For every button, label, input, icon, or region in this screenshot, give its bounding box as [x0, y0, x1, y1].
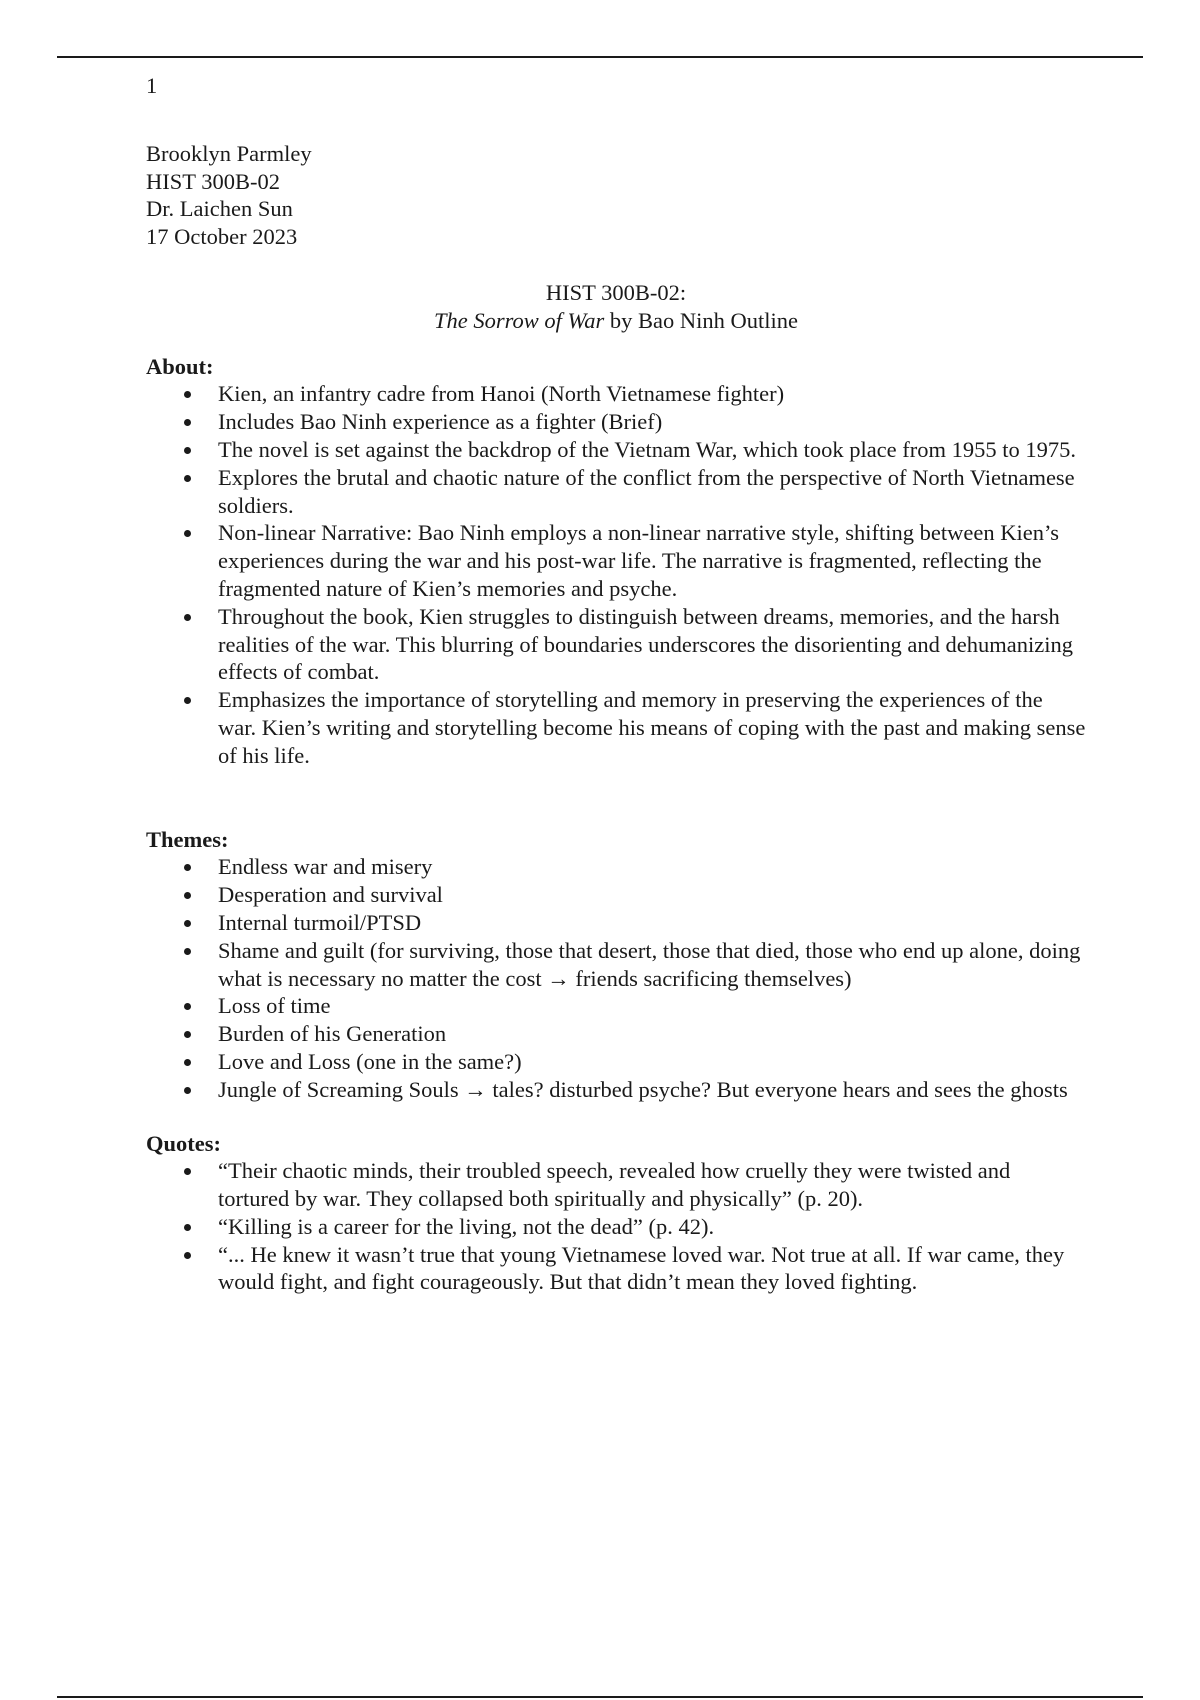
- about-heading: About:: [146, 353, 214, 379]
- title-line-1: HIST 300B-02:: [545, 279, 687, 305]
- bullet-icon: [184, 447, 191, 454]
- list-item: Shame and guilt (for surviving, those that desert, those that died, those who end up alone, doing what is necessary no matter the cost → friends sacrificing themselves): [146, 937, 1086, 993]
- bullet-icon: [184, 1031, 191, 1038]
- list-item: Explores the brutal and chaotic nature of the conflict from the perspective of North Vietnamese soldiers.: [146, 464, 1086, 520]
- bullet-icon: [184, 1059, 191, 1066]
- quotes-list: [146, 1157, 1086, 1296]
- document-header: [146, 140, 1086, 251]
- bullet-icon: [184, 1252, 191, 1259]
- bullet-icon: [184, 419, 191, 426]
- list-item: Jungle of Screaming Souls → tales? disturbed psyche? But everyone hears and sees the ghosts: [146, 1076, 1086, 1104]
- bullet-icon: [184, 1087, 191, 1094]
- bullet-icon: [184, 892, 191, 899]
- bullet-icon: [184, 1168, 191, 1175]
- bullet-icon: [184, 475, 191, 482]
- themes-list: [146, 853, 1086, 1103]
- quotes-section: [146, 1130, 1086, 1297]
- bullet-icon: [184, 920, 191, 927]
- bullet-icon: [184, 1003, 191, 1010]
- themes-heading: Themes:: [146, 826, 229, 852]
- book-title: The Sorrow of War: [434, 307, 605, 333]
- document-date: 17 October 2023: [146, 224, 298, 250]
- course-code: HIST 300B-02: [146, 168, 280, 194]
- about-list: [146, 380, 1086, 769]
- list-item: Loss of time: [146, 992, 1086, 1020]
- list-item: Endless war and misery: [146, 853, 1086, 881]
- list-item: Burden of his Generation: [146, 1020, 1086, 1048]
- document-page: [146, 72, 1086, 1296]
- list-item: Love and Loss (one in the same?): [146, 1048, 1086, 1076]
- author-name: Brooklyn Parmley: [146, 140, 312, 166]
- list-item: “Their chaotic minds, their troubled speech, revealed how cruelly they were twisted and tortured by war. They collapsed both spiritually and physically” (p. 20).: [146, 1157, 1086, 1213]
- bullet-icon: [184, 530, 191, 537]
- list-item: “... He knew it wasn’t true that young Vietnamese loved war. Not true at all. If war came, they would fight, and fight courageously. But that didn’t mean they loved fighting.: [146, 1241, 1086, 1297]
- list-item: Throughout the book, Kien struggles to distinguish between dreams, memories, and the harsh realities of the war. This blurring of boundaries underscores the disorienting and dehumanizing effects of combat.: [146, 603, 1086, 686]
- list-item: “Killing is a career for the living, not the dead” (p. 42).: [146, 1213, 1086, 1241]
- list-item: Kien, an infantry cadre from Hanoi (North Vietnamese fighter): [146, 380, 1086, 408]
- bottom-rule: [57, 1696, 1143, 1698]
- about-section: [146, 353, 1086, 770]
- document-title: [146, 279, 1086, 335]
- list-item: The novel is set against the backdrop of the Vietnam War, which took place from 1955 to 1975.: [146, 436, 1086, 464]
- title-suffix: by Bao Ninh Outline: [604, 307, 798, 333]
- instructor-name: Dr. Laichen Sun: [146, 196, 293, 222]
- bullet-icon: [184, 697, 191, 704]
- list-item: Internal turmoil/PTSD: [146, 909, 1086, 937]
- quotes-heading: Quotes:: [146, 1130, 221, 1156]
- list-item: Emphasizes the importance of storytelling and memory in preserving the experiences of the war. Kien’s writing and storytelling become his means of coping with the past and making sense of his life.: [146, 686, 1086, 769]
- title-line-2: [146, 307, 1086, 335]
- bullet-icon: [184, 391, 191, 398]
- bullet-icon: [184, 614, 191, 621]
- list-item: Non-linear Narrative: Bao Ninh employs a non-linear narrative style, shifting between Kien’s experiences during the war and his post-war life. The narrative is fragmented, reflecting the fragmented nature of Kien’s memories and psyche.: [146, 519, 1086, 602]
- top-rule: [57, 56, 1143, 58]
- bullet-icon: [184, 948, 191, 955]
- bullet-icon: [184, 1224, 191, 1231]
- list-item: Desperation and survival: [146, 881, 1086, 909]
- page-number: 1: [146, 73, 158, 98]
- bullet-icon: [184, 864, 191, 871]
- themes-section: [146, 826, 1086, 1104]
- list-item: Includes Bao Ninh experience as a fighter (Brief): [146, 408, 1086, 436]
